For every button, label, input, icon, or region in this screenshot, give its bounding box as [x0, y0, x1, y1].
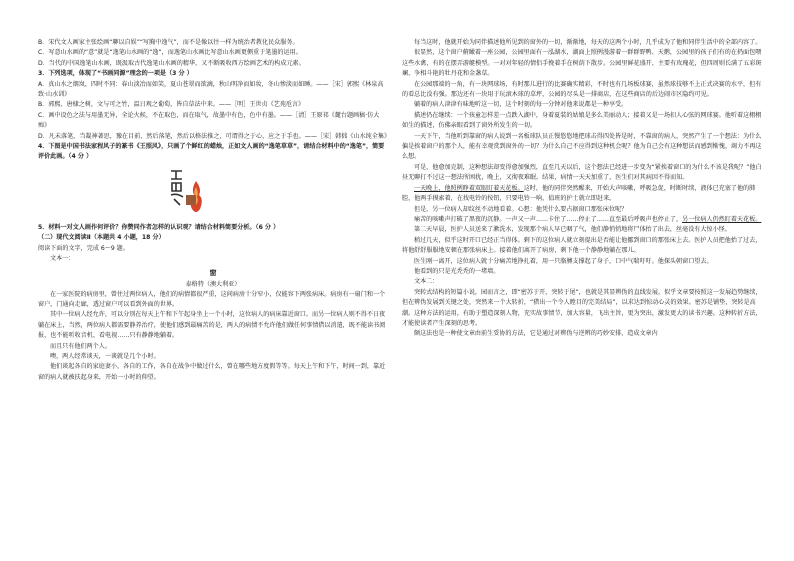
- story-text: 也停止了，: [651, 215, 683, 223]
- text-2-label: 文本二：: [414, 278, 439, 286]
- question-5: 5．材料一对文人画作何评价？你赞同作者怎样的认识观？请结合材料简要分析。（6 分 ）: [38, 223, 280, 231]
- story-paragraph: [402, 184, 762, 205]
- candle-painting-image: [158, 165, 218, 221]
- story-paragraph: 稍过几天，似乎这时开口已经正当得体。剩下的这位病人就立刻提出是否能让他挪到窗口的那张床上去。医护人员把他抬了过去，将他舒舒服服地安顿在那张病床上。接着他们离开了病房，剩下他一个静静地躺在那儿。: [402, 236, 762, 255]
- question-3-option-a: A．真山水之烟岚，四时不同：春山淡冶而如笑，夏山苍翠而欲滴，秋山明净而如妆，冬山惨淡而如睡。——［宋］郭熙《林泉高致·山水训》: [38, 80, 384, 99]
- story-paragraph: 医生刚一离开，这位病人就十分痛苦地挣扎着，用一只胳膊支撑起了身子，口中气喘吁吁。他探头朝窗口望去。: [414, 257, 713, 265]
- essay-paragraph: 突转式结构的短篇小说，园而言之，即“密苏于开，突转于尾”，也就是其显辨伪的直线发展，似乎文章要按照这一发展趋势继续，但在辨伪发展到关键之处，突然来一个大转折，“猎出一个令人瞠目的完美结局”，以求达到惊动心灵的效果。密苏是铺垫，突转是高潮。这种方法的运用，有助于塑造深刻人物，充实故事情节，加大容量，飞出主旨，更为突出，激发更大的读书兴趣。这种转折方法，才能使读者产生深刻的思考。: [402, 288, 762, 327]
- story-paragraph: 他们谈起各自的家庭妻小，各自的工作，各自在战争中做过什么，曾在哪些地方度假等等。每天上午和下午，时间一到，靠近窗的病人就被扶起身来，开始一小时的仰望。: [38, 363, 386, 381]
- section-2-heading: （二）现代文阅读Ⅱ（本题共 4 小题，18 分）: [38, 234, 165, 242]
- left-column: [38, 38, 391, 383]
- artwork-figure: [38, 165, 388, 221]
- story-paragraph: 可是，他愈加克制，这种想法却变得愈加强烈，直至几天以后，这个想法已经进一步变为“紧挨着窗口的为什么不该是我呢？”他白昼无聊打不过这一想法所困扰，晚上，又彻夜难眠。结果，病情一天天加重了，医生们对其病因不得而知。: [402, 163, 762, 182]
- reading-instruction: 阅读下面的文字，完成 6～9 题。: [38, 244, 129, 252]
- question-3-option-d: D．凡未落笔，当凝神著思，豫在目前，然后落笔，然后以格法推之，可谓得之于心，应之于手也。——［宋］韩拙《山水纯全集》: [38, 132, 391, 140]
- red-seal-stamp: [186, 195, 196, 205]
- underlined-sentence: 一天晚上，他照例睁着双眼盯着天花板。: [414, 184, 524, 192]
- option-c-text: C．写意山水画的“意”就是“逸笔山水画的“逸”，而逸笔山水画比写意山水画更侧重于笔墨的运用。: [38, 49, 302, 57]
- calligraphy-signature-icon: [168, 167, 186, 207]
- story-paragraph: 噢，两人经常谈天，一谈就是几个小时。: [50, 352, 160, 360]
- story-text: 这时，他的同伴突然醒来，开始大声咳嗽，呼吸急促，时断时续，液体已充塞了他的肺腔，他两手摸索着，在找电铃的按钮，只要电铃一响，值班的护士就立即赶来。: [402, 184, 756, 203]
- story-paragraph: [402, 215, 762, 225]
- story-paragraph: 描述仍在继续：一个孩童怎样差一点跌入湖中，身着夏装的姑娘是多么美丽动人；接着又是一场扣人心弦的网球赛。他听着这栩栩如生的描述，仿佛亲眼看到了窗外所发生的一切。: [402, 111, 762, 130]
- story-author: 泰格特（澳大利亚）: [185, 280, 241, 288]
- underlined-sentence: 另一位病人仍然盯着天花板。: [682, 215, 762, 223]
- story-paragraph: 而且只有他们两个人。: [50, 342, 111, 350]
- story-paragraph: 他看到的只是光秃秃的一堵墙。: [414, 267, 500, 275]
- story-paragraph: 躺着的病人津津有味地听这一切，这个时刻的每一分钟对他来说都是一种享受。: [414, 101, 628, 109]
- question-3: 3．下列选项，体现了“书画同源”理念的一项是（3 分 ）: [38, 70, 193, 78]
- right-column: [402, 38, 762, 340]
- question-3-option-c: C．画中设色之法与用墨无异，全论火候，不在取色，而在取气，故墨中有色，色中有墨。——［清］王原祁《麓台题画稿·仿大痴》: [38, 111, 380, 130]
- story-paragraph: 但是，另一位病人却纹丝不动地看着。心想：他凭什么要占据窗口那张床位呢？: [414, 205, 628, 213]
- story-paragraph: 一天下午，当他听到靠窗的病人说到一名板球队员正慢悠悠地把球击得四处皆是时，不靠窗的病人，突然产生了一个想法：为什么偏是挨着窗户的那个人，能有幸观赏到窗外的一切？为什么自己不应得到这种机会呢？他为自己会有这种想法而感到惭愧，竭力不再这么想。: [402, 132, 762, 161]
- story-paragraph: 在一家医院的病房里，曾住过两位病人，他们的病情都很严重，这间病房十分窄小，仅能容下两张病床。病房有一扇门和一个窗户，门通向走廊，透过窗户可以看到外面的世界。: [38, 290, 386, 308]
- option-b-text: B．宋代文人画家主张绘画“聊以自娱”“写胸中逸气”，而不是像以往一样为统治者教化民众服务。: [38, 39, 299, 46]
- story-paragraph: 每当这时，他就开始为同伴描述他所见到的窗外的一切，渐渐地，每天的这两个小时，几乎成为了他和同伴生活中的全部内容了。: [414, 39, 762, 46]
- question-3-option-b: B．郭熙、唐棣之树，文与可之竹，温日观之葡萄，皆自草法中来。——［明］王世贞《艺苑卮言》: [38, 101, 305, 109]
- story-text: 痛苦的咳嗽声打破了黑夜的沉静。一声又一声……卡住了……停止了……直至最后呼吸声: [414, 215, 652, 223]
- text-1-label: 文本一：: [50, 255, 75, 263]
- story-title: 窗: [209, 268, 217, 277]
- story-paragraph: 在公园那端的一角，有一块网球场，有时那儿进行的比赛确实精彩，不时也有几场板球赛，虽然球技够不上正式决赛的水平，但有的看总比没有强。那边还有一块用于玩滚木球的草坪，公园的尽头是一排商店，在这些商店的后边闹市区隐约可见。: [402, 80, 762, 99]
- question-4: 4．下图是中国书法家程风子的篆书《王照风》，只画了个鲜红的蜡烛，正如文人画的“逸笔草草”，请结合材料中的“逸笔”，简要评价此画。（4 分 ）: [38, 143, 385, 161]
- essay-paragraph: 颇这法也是一种使文章由前生妥协的方法，它是通过对辨伪与逆辨的巧妙安排，造成文章内: [414, 330, 658, 338]
- story-paragraph: 很显然，这个窗户俯瞰着一座公园，公园里面有一泓湖水，湖面上照例漫游着一群群野鸭、天鹅，公园里的孩子们有的在扔面包喂这些水禽，有的在摆弄游艇模型。一对对年轻的情侣手挽着手在树荫下散步。公园里鲜花盛开，主要有玫瑰花，但四周则长满了五彩斑斓、争相斗艳的牡丹花和金盏草。: [402, 49, 762, 78]
- story-paragraph: 第二天早晨，医护人员送来了漱洗水，发现那个病人早已咽了气，他们静悄悄地将尸体抬了出去，丝毫没有大惊小怪。: [414, 226, 731, 234]
- story-paragraph: 其中一位病人经允许，可以分别在每天上午和下午起身坐上一个小时，这位病人的病床靠近窗口。而另一位病人则不得不日夜躺在床上，当然，两位病人都需要静养治疗，使他们感到最痛苦的是，两人的病情不允许他们做任何事情借以消遣，既不能读书阅报，也不能听收音机、看电视……只有静静地躺着。: [38, 311, 386, 340]
- option-d-text: D．当代的中国逸笔山水画，既汲取古代逸笔山水画的精华，又不断吸收西方绘画艺术的构成元素。: [38, 59, 305, 67]
